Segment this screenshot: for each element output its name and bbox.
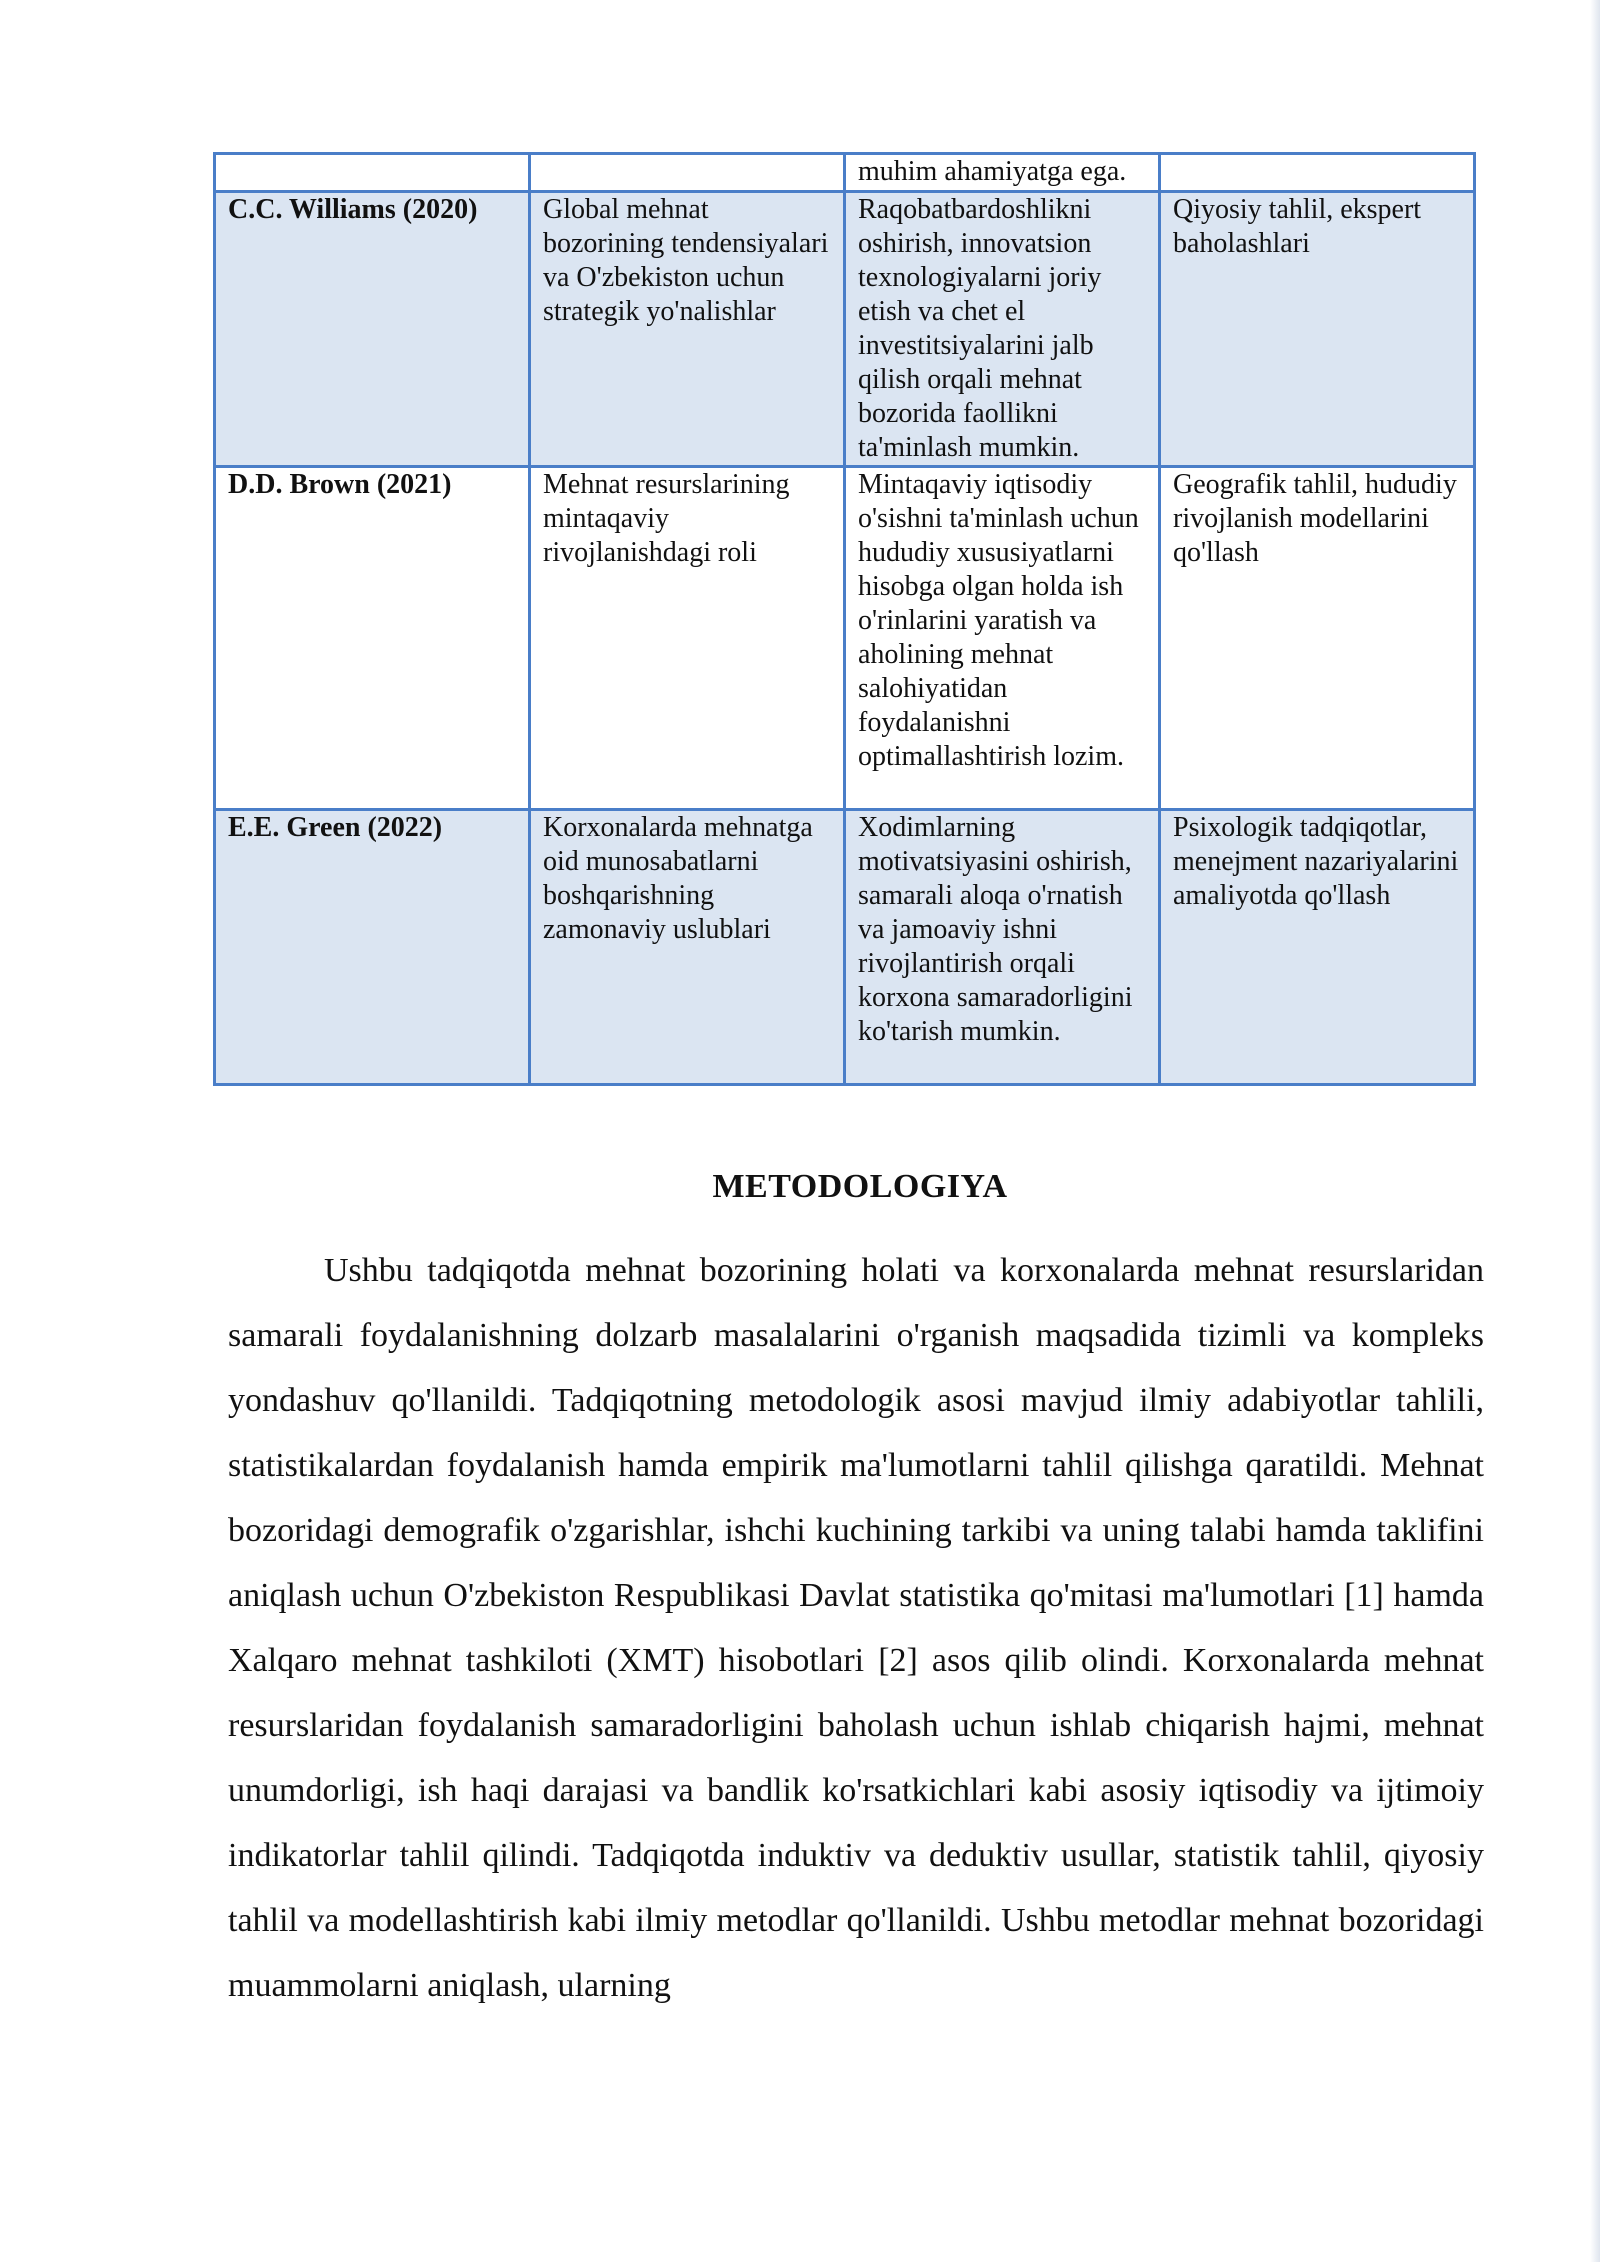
table-cell-topic <box>530 154 845 192</box>
table-row <box>215 154 1475 192</box>
page-edge-shadow <box>1590 0 1600 2262</box>
table-cell-conclusion: Raqobatbardoshlikni oshirish, innovatsion texnologiyalarni joriy etish va chet el investitsiyalarini jalb qilish orqali mehnat bozorida faollikni ta'minlash mumkin. <box>845 192 1160 467</box>
section-heading: METODOLOGIYA <box>712 1168 1008 1205</box>
table-row <box>215 810 1475 1085</box>
table-cell-author: E.E. Green (2022) <box>215 810 530 1085</box>
table-cell-method: Geografik tahlil, hududiy rivojlanish modellarini qo'llash <box>1160 467 1475 810</box>
table-cell-author <box>215 154 530 192</box>
table-cell-topic: Korxonalarda mehnatga oid munosabatlarni boshqarishning zamonaviy uslublari <box>530 810 845 1085</box>
literature-review-table <box>213 152 1476 1086</box>
table-cell-conclusion: muhim ahamiyatga ega. <box>845 154 1160 192</box>
methodology-paragraph: Ushbu tadqiqotda mehnat bozorining holati va korxonalarda mehnat resurslaridan samarali foydalanishning dolzarb masalalarini o'rganish maqsadida tizimli va kompleks yondashuv qo'llanildi. Tadqiqotning metodologik asosi mavjud ilmiy adabiyotlar tahlili, statistikalardan foydalanish hamda empirik ma'lumotlarni tahlil qilishga qaratildi. Mehnat bozoridagi demografik o'zgarishlar, ishchi kuchining tarkibi va uning talabi hamda taklifini aniqlash uchun O'zbekiston Respublikasi Davlat statistika qo'mitasi ma'lumotlari [1] hamda Xalqaro mehnat tashkiloti (XMT) hisobotlari [2] asos qilib olindi. Korxonalarda mehnat resurslaridan foydalanish samaradorligini baholash uchun ishlab chiqarish hajmi, mehnat unumdorligi, ish haqi darajasi va bandlik ko'rsatkichlari kabi asosiy iqtisodiy va ijtimoiy indikatorlar tahlil qilindi. Tadqiqotda induktiv va deduktiv usullar, statistik tahlil, qiyosiy tahlil va modellashtirish kabi ilmiy metodlar qo'llanildi. Ushbu metodlar mehnat bozoridagi muammolarni aniqlash, ularning <box>228 1252 1484 2004</box>
table-row <box>215 467 1475 810</box>
table-cell-conclusion: Xodimlarning motivatsiyasini oshirish, samarali aloqa o'rnatish va jamoaviy ishni rivojlantirish orqali korxona samaradorligini ko'tarish mumkin. <box>845 810 1160 1085</box>
table-cell-method: Qiyosiy tahlil, ekspert baholashlari <box>1160 192 1475 467</box>
table-cell-author: D.D. Brown (2021) <box>215 467 530 810</box>
table-cell-method: Psixologik tadqiqotlar, menejment nazariyalarini amaliyotda qo'llash <box>1160 810 1475 1085</box>
table-cell-topic: Global mehnat bozorining tendensiyalari va O'zbekiston uchun strategik yo'nalishlar <box>530 192 845 467</box>
table-row <box>215 192 1475 467</box>
table-cell-conclusion: Mintaqaviy iqtisodiy o'sishni ta'minlash uchun hududiy xususiyatlarni hisobga olgan holda ish o'rinlarini yaratish va aholining mehnat salohiyatidan foydalanishni optimallashtirish lozim. <box>845 467 1160 810</box>
table-cell-author: C.C. Williams (2020) <box>215 192 530 467</box>
table-cell-topic: Mehnat resurslarining mintaqaviy rivojlanishdagi roli <box>530 467 845 810</box>
table-cell-method <box>1160 154 1475 192</box>
